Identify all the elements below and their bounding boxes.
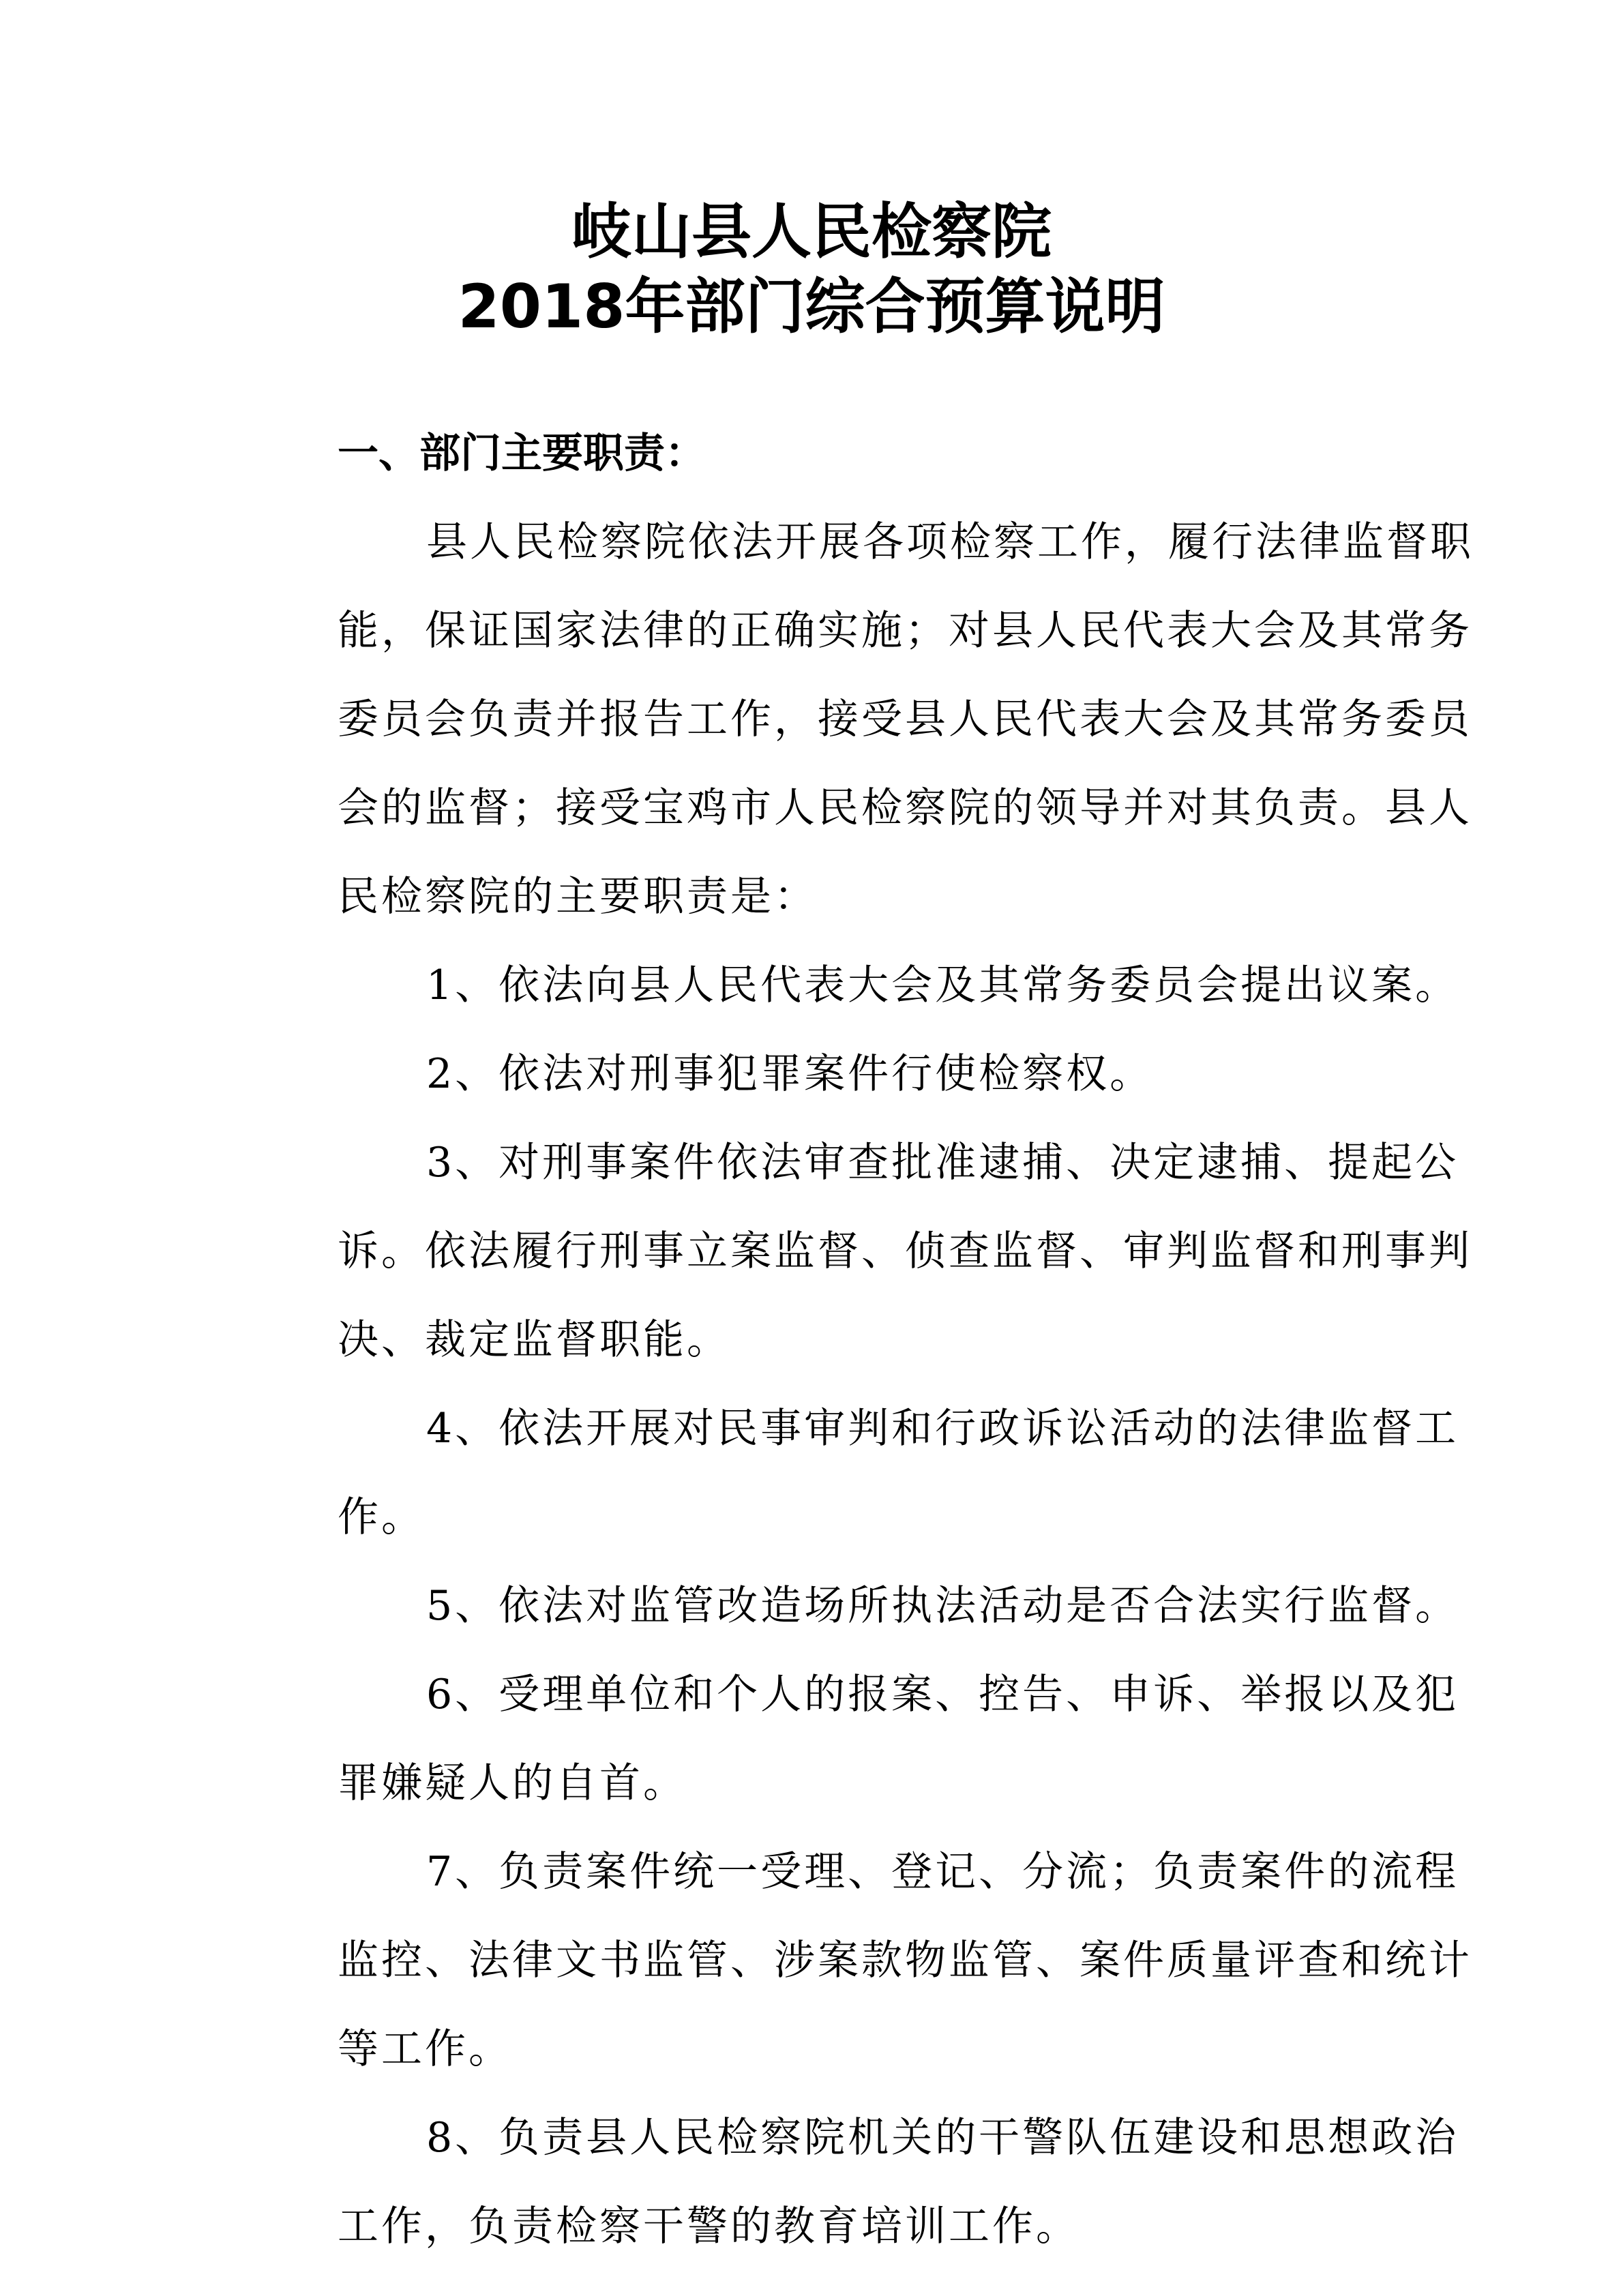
text-line: 监控、法律文书监管、涉案款物监管、案件质量评查和统计 <box>338 1937 1472 1984</box>
text-line: 决、裁定监督职能。 <box>338 1316 730 1364</box>
duty-item-4 <box>249 1384 1459 1562</box>
text-line: 委员会负责并报告工作，接受县人民代表大会及其常务委员 <box>338 696 1472 743</box>
text-line: 4、依法开展对民事审判和行政诉讼活动的法律监督工 <box>426 1405 1459 1452</box>
intro-paragraph <box>249 498 1474 941</box>
text-line: 1、依法向县人民代表大会及其常务委员会提出议案。 <box>426 961 1459 1009</box>
text-line: 3、对刑事案件依法审查批准逮捕、决定逮捕、提起公 <box>426 1139 1459 1187</box>
duty-item-8 <box>249 2093 1459 2271</box>
document-title-line-2: 2018年部门综合预算说明 <box>458 271 1165 342</box>
text-line: 民检察院的主要职责是： <box>338 873 818 921</box>
section-heading-responsibilities: 一、部门主要职责： <box>338 430 706 477</box>
text-line: 会的监督；接受宝鸡市人民检察院的领导并对其负责。县人 <box>338 784 1472 832</box>
duty-item-6 <box>249 1650 1459 1828</box>
duty-item-5 <box>249 1562 1459 1650</box>
text-line: 作。 <box>338 1493 425 1541</box>
text-line: 6、受理单位和个人的报案、控告、申诉、举报以及犯 <box>426 1671 1459 1718</box>
text-line: 等工作。 <box>338 2025 512 2073</box>
document-title-line-1: 岐山县人民检察院 <box>571 196 1052 267</box>
text-line: 7、负责案件统一受理、登记、分流；负责案件的流程 <box>426 1848 1459 1896</box>
text-line: 诉。依法履行刑事立案监督、侦查监督、审判监督和刑事判 <box>338 1227 1472 1275</box>
duty-item-1 <box>249 941 1459 1030</box>
text-line: 5、依法对监管改造场所执法活动是否合法实行监督。 <box>426 1582 1459 1630</box>
document-body <box>249 409 1474 2271</box>
duty-item-2 <box>249 1030 1381 1118</box>
text-line: 能，保证国家法律的正确实施；对县人民代表大会及其常务 <box>338 607 1472 655</box>
duty-item-3 <box>249 1118 1472 1384</box>
text-line: 工作，负责检察干警的教育培训工作。 <box>338 2203 1079 2250</box>
text-line: 县人民检察院依法开展各项检察工作，履行法律监督职 <box>426 518 1474 566</box>
text-line: 8、负责县人民检察院机关的干警队伍建设和思想政治 <box>426 2114 1459 2162</box>
duty-item-7 <box>249 1828 1472 2093</box>
text-line: 罪嫌疑人的自首。 <box>338 1759 687 1807</box>
text-line: 2、依法对刑事犯罪案件行使检察权。 <box>426 1050 1154 1098</box>
